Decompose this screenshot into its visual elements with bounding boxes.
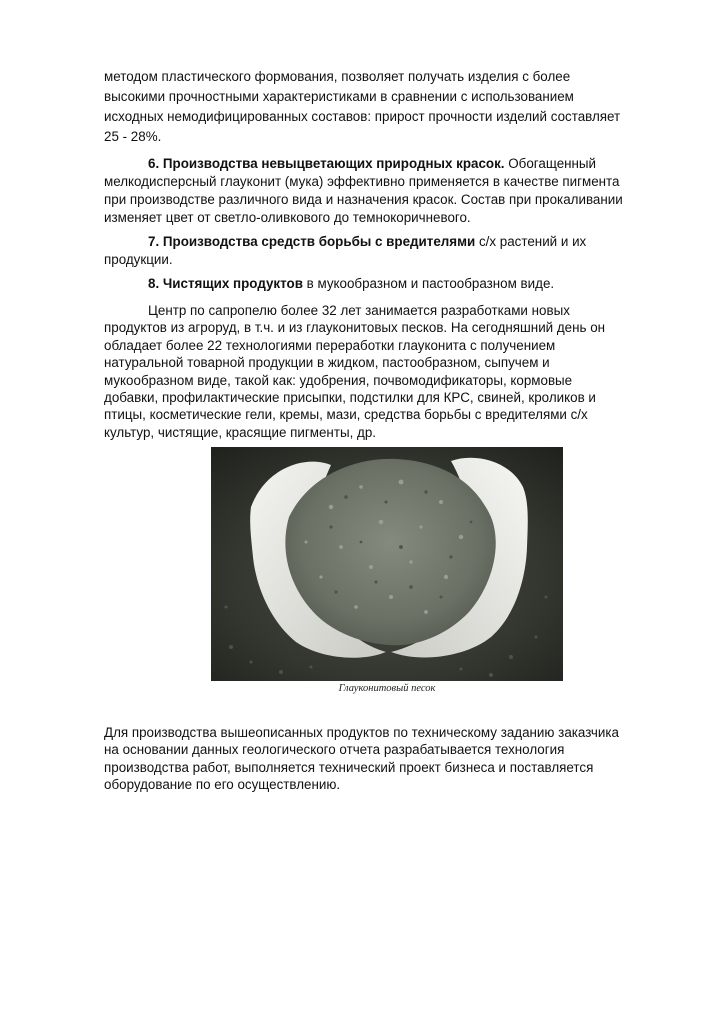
figure-caption: Глауконитовый песок <box>338 683 436 694</box>
text-line: изменяет цвет от светло-оливкового до темнокоричневого. <box>104 210 471 225</box>
text-line: мелкодисперсный глауконит (мука) эффективно применяется в качестве пигмента <box>104 174 620 189</box>
text-line: Для производства вышеописанных продуктов по техническому заданию заказчика <box>104 725 619 740</box>
text-line: при производстве различного вида и назначения красок. Состав при прокаливании <box>104 192 623 207</box>
item-6-paragraph <box>104 155 644 227</box>
text-line <box>104 275 644 293</box>
item-8-paragraph <box>104 275 644 293</box>
final-paragraph <box>104 724 644 794</box>
text-line: оборудование по его осуществлению. <box>104 777 341 793</box>
text-line: натуральной товарной продукции в жидком, пастообразном, сыпучем и <box>104 355 550 371</box>
text-line: добавки, профилактические присыпки, подстилки для КРС, свиней, кроликов и <box>104 390 596 406</box>
item-7-paragraph <box>104 233 644 269</box>
item-6-heading: 6. Производства невыцветающих природных красок. <box>148 156 505 171</box>
center-paragraph <box>104 302 644 441</box>
glauconite-sand-photo <box>211 447 563 681</box>
text-line: продуктов из агроруд, в т.ч. и из глауконитовых песков. На сегодняшний день он <box>104 320 606 336</box>
text-line <box>104 155 644 173</box>
text-line: производства работ, выполняется технический проект бизнеса и поставляется <box>104 759 594 775</box>
text-line: высокими прочностными характеристиками в сравнении с использованием <box>104 89 574 104</box>
text-line: 25 - 28%. <box>104 129 162 144</box>
text-line: Центр по сапропелю более 32 лет занимается разработками новых <box>148 303 570 318</box>
item-8-text: в мукообразном и пастообразном виде. <box>302 276 555 291</box>
text-line: птицы, косметические гели, кремы, мази, средства борьбы с вредителями с/х <box>104 407 588 423</box>
item-7-text: с/х растений и их <box>475 234 587 249</box>
glauconite-sand-image <box>211 447 563 681</box>
text-line <box>104 233 644 251</box>
text-line: обладает более 22 технологиями переработки глауконита с получением <box>104 337 556 353</box>
text-line: исходных немодифицированных составов: прирост прочности изделий составляет <box>104 109 621 124</box>
text-line: культур, чистящие, красящие пигменты, др. <box>104 424 376 440</box>
item-6-text: Обогащенный <box>504 156 597 171</box>
text-line: на основании данных геологического отчета разрабатывается технология <box>104 742 565 758</box>
text-line: продукции. <box>104 252 173 267</box>
item-7-heading: 7. Производства средств борьбы с вредителями <box>148 234 476 249</box>
item-8-heading: 8. Чистящих продуктов <box>148 276 303 291</box>
text-line: методом пластического формования, позволяет получать изделия с более <box>104 69 571 84</box>
text-line: мукообразном виде, такой как: удобрения, почвомодификаторы, кормовые <box>104 372 573 388</box>
intro-paragraph <box>104 68 644 146</box>
